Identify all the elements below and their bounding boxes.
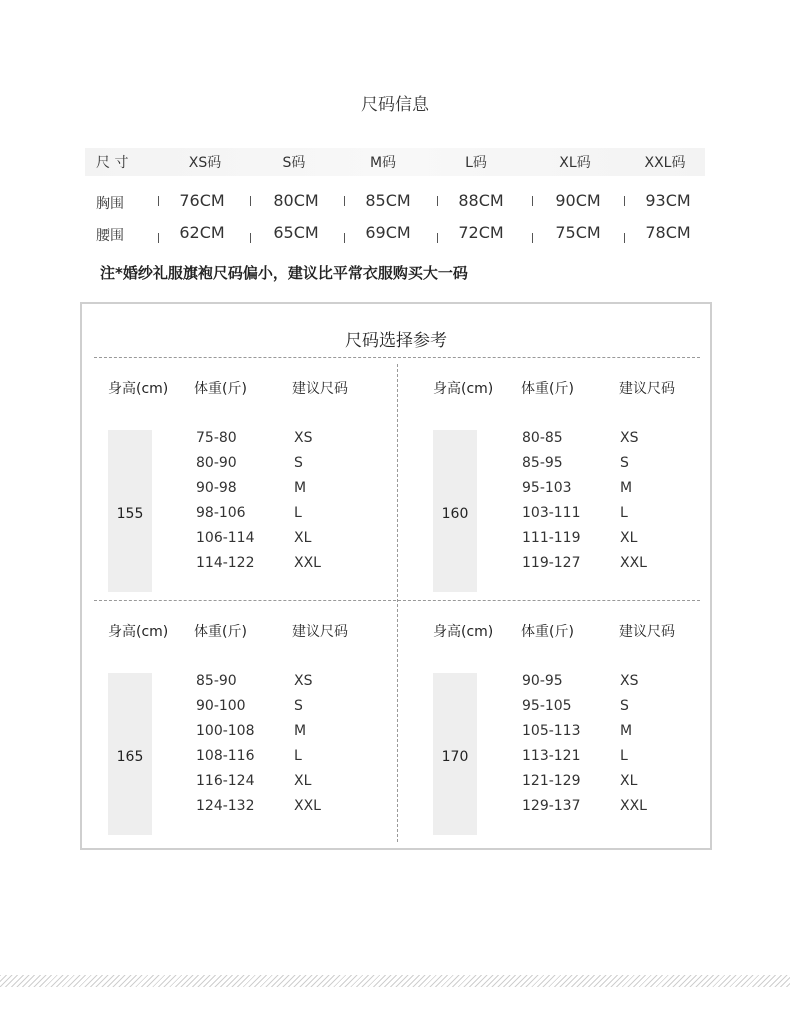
size-col-xs: XS码 xyxy=(188,155,222,171)
bust-m: 85CM xyxy=(365,191,411,210)
col-weight-header: 体重(斤) xyxy=(194,624,247,640)
reference-title: 尺码选择参考 xyxy=(345,331,447,351)
size-header-row xyxy=(0,152,790,180)
bust-l: 88CM xyxy=(458,191,504,210)
reference-group-165 xyxy=(108,621,408,851)
height-value: 165 xyxy=(116,749,144,765)
reference-group-170 xyxy=(433,621,733,851)
size-col-s: S码 xyxy=(282,155,306,171)
size-col-m: M码 xyxy=(369,155,397,171)
bust-xxl: 93CM xyxy=(645,191,691,210)
divider xyxy=(532,233,533,243)
height-cell xyxy=(433,673,477,835)
weight-range: 105-113 xyxy=(522,723,581,739)
suggested-size: XXL xyxy=(620,555,647,571)
weight-range: 95-105 xyxy=(522,698,572,714)
waist-xl: 75CM xyxy=(555,223,601,242)
page-title: 尺码信息 xyxy=(361,95,429,115)
suggested-size: L xyxy=(294,748,302,764)
suggested-size: XS xyxy=(294,673,313,689)
col-size-header: 建议尺码 xyxy=(619,381,675,397)
height-cell xyxy=(108,430,152,592)
weight-range: 90-98 xyxy=(196,480,237,496)
size-reference-box xyxy=(80,302,712,850)
waist-xs: 62CM xyxy=(179,223,225,242)
suggested-size: XXL xyxy=(294,798,321,814)
weight-range: 90-100 xyxy=(196,698,246,714)
suggested-size: XS xyxy=(620,673,639,689)
divider xyxy=(250,196,251,206)
divider xyxy=(624,196,625,206)
col-height-header: 身高(cm) xyxy=(108,381,169,397)
weight-range: 113-121 xyxy=(522,748,581,764)
weight-range: 116-124 xyxy=(196,773,255,789)
dashed-divider xyxy=(94,357,700,358)
waist-l: 72CM xyxy=(458,223,504,242)
weight-range: 119-127 xyxy=(522,555,581,571)
suggested-size: XS xyxy=(620,430,639,446)
col-weight-header: 体重(斤) xyxy=(521,381,574,397)
divider xyxy=(158,233,159,243)
weight-range: 80-85 xyxy=(522,430,563,446)
divider xyxy=(344,233,345,243)
weight-range: 121-129 xyxy=(522,773,581,789)
waist-label: 腰围 xyxy=(96,228,124,244)
col-size-header: 建议尺码 xyxy=(292,624,348,640)
suggested-size: XL xyxy=(294,773,312,789)
divider xyxy=(624,233,625,243)
weight-range: 90-95 xyxy=(522,673,563,689)
size-header-label: 尺 寸 xyxy=(96,155,129,171)
col-size-header: 建议尺码 xyxy=(619,624,675,640)
suggested-size: XXL xyxy=(294,555,321,571)
waist-m: 69CM xyxy=(365,223,411,242)
suggested-size: S xyxy=(620,698,629,714)
weight-range: 124-132 xyxy=(196,798,255,814)
col-weight-header: 体重(斤) xyxy=(194,381,247,397)
height-value: 155 xyxy=(116,506,144,522)
divider xyxy=(437,233,438,243)
height-cell xyxy=(108,673,152,835)
weight-range: 129-137 xyxy=(522,798,581,814)
weight-range: 106-114 xyxy=(196,530,255,546)
weight-range: 85-90 xyxy=(196,673,237,689)
bust-xl: 90CM xyxy=(555,191,601,210)
size-col-xxl: XXL码 xyxy=(644,155,686,171)
suggested-size: XS xyxy=(294,430,313,446)
suggested-size: L xyxy=(620,748,628,764)
suggested-size: S xyxy=(294,455,303,471)
size-col-xl: XL码 xyxy=(559,155,591,171)
weight-range: 111-119 xyxy=(522,530,581,546)
size-note: 注*婚纱礼服旗袍尺码偏小，建议比平常衣服购买大一码 xyxy=(100,264,468,282)
size-col-l: L码 xyxy=(465,155,487,171)
weight-range: 75-80 xyxy=(196,430,237,446)
suggested-size: S xyxy=(620,455,629,471)
suggested-size: XL xyxy=(620,773,638,789)
weight-range: 108-116 xyxy=(196,748,255,764)
col-height-header: 身高(cm) xyxy=(433,381,494,397)
col-weight-header: 体重(斤) xyxy=(521,624,574,640)
suggested-size: L xyxy=(620,505,628,521)
weight-range: 80-90 xyxy=(196,455,237,471)
col-height-header: 身高(cm) xyxy=(433,624,494,640)
divider xyxy=(344,196,345,206)
weight-range: 95-103 xyxy=(522,480,572,496)
waist-s: 65CM xyxy=(273,223,319,242)
bust-label: 胸围 xyxy=(96,196,124,212)
divider xyxy=(437,196,438,206)
bust-s: 80CM xyxy=(273,191,319,210)
suggested-size: XL xyxy=(620,530,638,546)
weight-range: 103-111 xyxy=(522,505,581,521)
suggested-size: M xyxy=(294,723,307,739)
suggested-size: XL xyxy=(294,530,312,546)
decorative-stripe xyxy=(0,975,790,987)
col-size-header: 建议尺码 xyxy=(292,381,348,397)
height-value: 160 xyxy=(441,506,469,522)
bust-xs: 76CM xyxy=(179,191,225,210)
col-height-header: 身高(cm) xyxy=(108,624,169,640)
waist-xxl: 78CM xyxy=(645,223,691,242)
weight-range: 100-108 xyxy=(196,723,255,739)
reference-group-155 xyxy=(108,378,408,608)
reference-group-160 xyxy=(433,378,733,608)
suggested-size: XXL xyxy=(620,798,647,814)
suggested-size: L xyxy=(294,505,302,521)
divider xyxy=(532,196,533,206)
height-cell xyxy=(433,430,477,592)
height-value: 170 xyxy=(441,749,469,765)
suggested-size: M xyxy=(620,480,633,496)
divider xyxy=(250,233,251,243)
bust-row xyxy=(0,191,790,219)
divider xyxy=(158,196,159,206)
waist-row xyxy=(0,223,790,251)
weight-range: 114-122 xyxy=(196,555,255,571)
suggested-size: M xyxy=(620,723,633,739)
suggested-size: S xyxy=(294,698,303,714)
weight-range: 98-106 xyxy=(196,505,246,521)
suggested-size: M xyxy=(294,480,307,496)
weight-range: 85-95 xyxy=(522,455,563,471)
